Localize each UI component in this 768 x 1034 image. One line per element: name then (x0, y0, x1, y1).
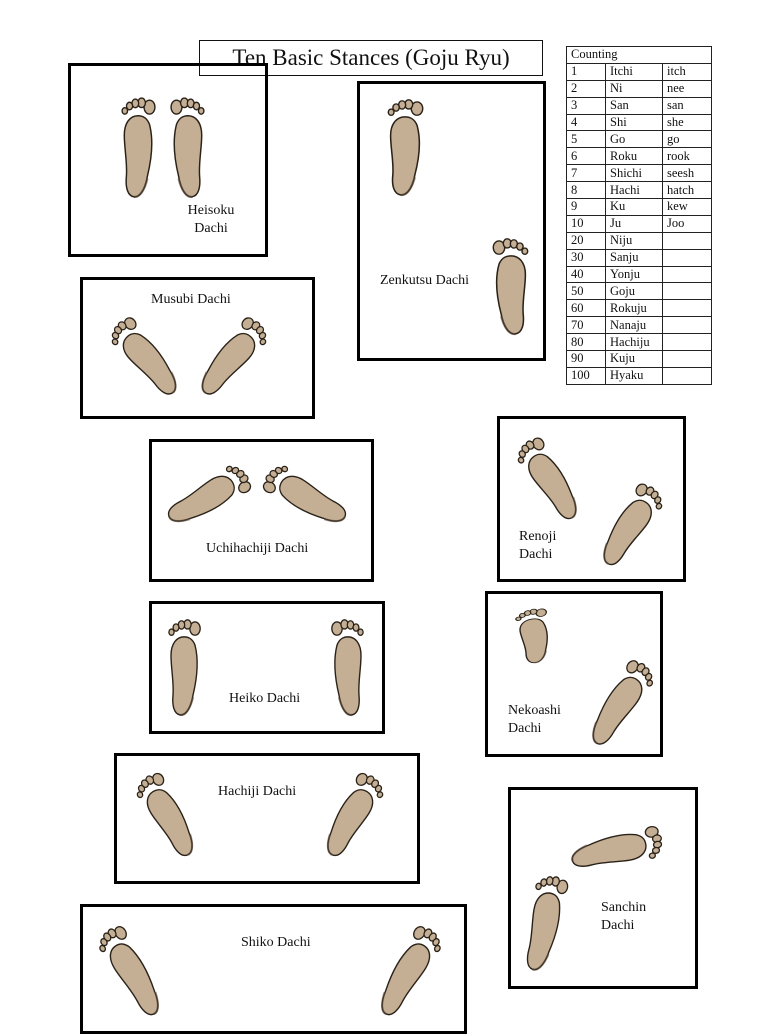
japanese-cell: Goju (606, 283, 663, 300)
pronunciation-cell (663, 334, 712, 351)
number-cell: 6 (567, 148, 606, 165)
counting-table-body (567, 63, 712, 384)
table-row (567, 63, 712, 80)
counting-header: Counting (567, 47, 712, 64)
table-row (567, 80, 712, 97)
table-row (567, 283, 712, 300)
japanese-cell: Shi (606, 114, 663, 131)
footprint-icon (488, 233, 532, 337)
number-cell: 5 (567, 131, 606, 148)
pronunciation-cell (663, 317, 712, 334)
japanese-cell: Shichi (606, 165, 663, 182)
table-row (567, 131, 712, 148)
number-cell: 4 (567, 114, 606, 131)
stance-label-zenkutsu: Zenkutsu Dachi (380, 273, 470, 288)
table-row (567, 165, 712, 182)
counting-table (566, 46, 712, 385)
japanese-cell: Hyaku (606, 367, 663, 384)
number-cell: 9 (567, 199, 606, 216)
japanese-cell: Nanaju (606, 317, 663, 334)
japanese-cell: Roku (606, 148, 663, 165)
table-row (567, 215, 712, 232)
pronunciation-cell: itch (663, 63, 712, 80)
pronunciation-cell: san (663, 97, 712, 114)
pronunciation-cell (663, 249, 712, 266)
number-cell: 3 (567, 97, 606, 114)
footprint-icon (118, 92, 160, 200)
footprint-icon (165, 614, 205, 718)
number-cell: 10 (567, 215, 606, 232)
pronunciation-cell: kew (663, 199, 712, 216)
japanese-cell: San (606, 97, 663, 114)
stance-label-shiko: Shiko Dachi (241, 935, 311, 950)
number-cell: 40 (567, 266, 606, 283)
footprint-icon (327, 614, 367, 718)
pronunciation-cell: rook (663, 148, 712, 165)
stance-label-heisoku: Heisoku Dachi (187, 203, 235, 236)
stance-label-uchihachiji: Uchihachiji Dachi (206, 541, 309, 556)
japanese-cell: Ku (606, 199, 663, 216)
stance-label-sanchin: Sanchin Dachi (601, 900, 647, 933)
table-row (567, 367, 712, 384)
table-row (567, 199, 712, 216)
table-row (567, 300, 712, 317)
japanese-cell: Kuju (606, 351, 663, 368)
pronunciation-cell: go (663, 131, 712, 148)
stance-label-hachiji: Hachiji Dachi (218, 784, 297, 799)
table-row (567, 114, 712, 131)
pronunciation-cell (663, 351, 712, 368)
number-cell: 90 (567, 351, 606, 368)
number-cell: 8 (567, 182, 606, 199)
table-row (567, 249, 712, 266)
japanese-cell: Ju (606, 215, 663, 232)
footprint-icon (166, 92, 208, 200)
stance-label-musubi: Musubi Dachi (151, 292, 231, 307)
table-row (567, 266, 712, 283)
japanese-cell: Hachi (606, 182, 663, 199)
number-cell: 80 (567, 334, 606, 351)
japanese-cell: Go (606, 131, 663, 148)
number-cell: 2 (567, 80, 606, 97)
japanese-cell: Ni (606, 80, 663, 97)
table-row (567, 317, 712, 334)
stance-label-nekoashi: Nekoashi Dachi (508, 703, 561, 736)
table-row (567, 97, 712, 114)
number-cell: 1 (567, 63, 606, 80)
number-cell: 50 (567, 283, 606, 300)
pronunciation-cell: seesh (663, 165, 712, 182)
japanese-cell: Hachiju (606, 334, 663, 351)
number-cell: 70 (567, 317, 606, 334)
pronunciation-cell (663, 283, 712, 300)
pronunciation-cell (663, 232, 712, 249)
table-row (567, 232, 712, 249)
pronunciation-cell: hatch (663, 182, 712, 199)
pronunciation-cell: Joo (663, 215, 712, 232)
japanese-cell: Itchi (606, 63, 663, 80)
table-row (567, 351, 712, 368)
pronunciation-cell (663, 266, 712, 283)
number-cell: 20 (567, 232, 606, 249)
number-cell: 60 (567, 300, 606, 317)
number-cell: 7 (567, 165, 606, 182)
number-cell: 30 (567, 249, 606, 266)
table-row (567, 148, 712, 165)
pronunciation-cell (663, 300, 712, 317)
footprint-icon (384, 94, 428, 198)
pronunciation-cell: she (663, 114, 712, 131)
japanese-cell: Rokuju (606, 300, 663, 317)
stance-label-renoji: Renoji Dachi (519, 529, 557, 562)
pronunciation-cell: nee (663, 80, 712, 97)
table-row (567, 182, 712, 199)
japanese-cell: Sanju (606, 249, 663, 266)
number-cell: 100 (567, 367, 606, 384)
japanese-cell: Niju (606, 232, 663, 249)
table-row (567, 334, 712, 351)
page-title: Ten Basic Stances (Goju Ryu) (199, 40, 543, 76)
pronunciation-cell (663, 367, 712, 384)
stance-label-heiko: Heiko Dachi (229, 691, 301, 706)
japanese-cell: Yonju (606, 266, 663, 283)
